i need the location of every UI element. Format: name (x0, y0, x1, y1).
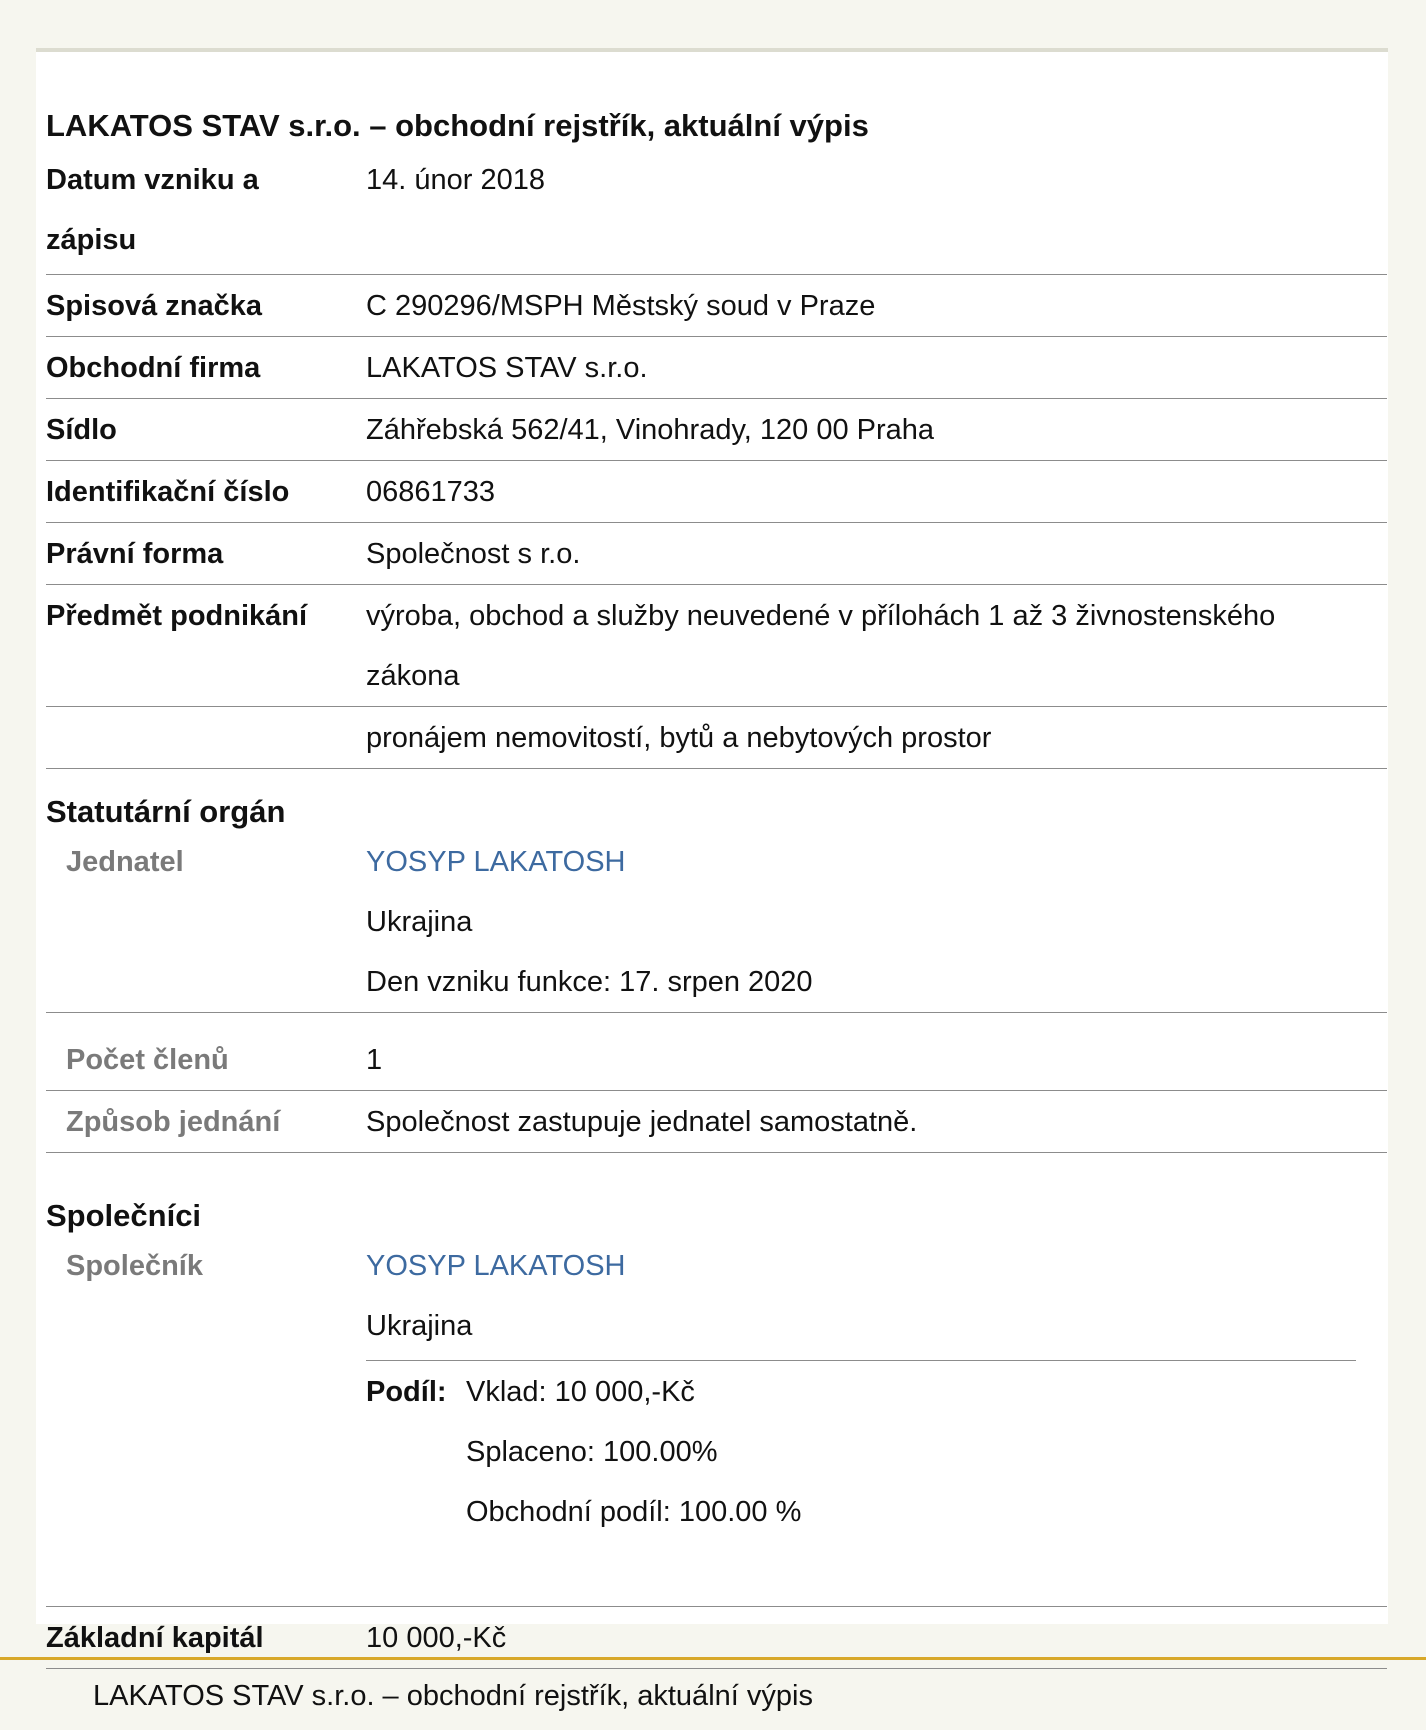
row-value: 10 000,-Kč (366, 1622, 507, 1654)
spolecnik-details (366, 1236, 1366, 1356)
row-value: výroba, obchod a služby neuvedené v přílohách 1 až 3 živnostenského zákona (366, 600, 1276, 692)
row-label: Počet členů (66, 1044, 229, 1076)
row-value: 06861733 (366, 476, 496, 508)
row-label: Základní kapitál (46, 1622, 264, 1654)
row-value: Společnost s r.o. (366, 538, 581, 570)
share-values (466, 1362, 801, 1542)
share-divider (366, 1360, 1356, 1361)
section-statutory: Statutární orgán (46, 794, 286, 829)
row-label: Spisová značka (46, 290, 262, 322)
row-label: Sídlo (46, 414, 117, 446)
row-value: 14. únor 2018 (366, 164, 545, 196)
footer-title: LAKATOS STAV s.r.o. – obchodní rejstřík, aktuální výpis (93, 1680, 813, 1712)
row-spolecnik (46, 1236, 1387, 1607)
spolecnik-label: Společník (66, 1250, 203, 1282)
row-label: Identifikační číslo (46, 476, 290, 508)
row-spisova-znacka (46, 276, 1387, 337)
row-value: C 290296/MSPH Městský soud v Praze (366, 290, 876, 322)
row-label: Datum vzniku a zápisu (46, 164, 259, 256)
row-obchodni-firma (46, 338, 1387, 399)
share-label: Podíl: (366, 1376, 447, 1408)
row-sidlo (46, 400, 1387, 461)
page-title: LAKATOS STAV s.r.o. – obchodní rejstřík, aktuální výpis (46, 108, 869, 143)
jednatel-since: Den vzniku funkce: 17. srpen 2020 (366, 966, 813, 998)
row-value: Záhřebská 562/41, Vinohrady, 120 00 Praha (366, 414, 935, 446)
footer-divider (0, 1657, 1426, 1660)
section-partners: Společníci (46, 1198, 202, 1233)
share-deposit: Vklad: 10 000,-Kč (466, 1376, 695, 1408)
row-identifikacni-cislo (46, 462, 1387, 523)
row-zpusob-jednani (46, 1092, 1387, 1153)
row-jednatel (46, 832, 1387, 1013)
row-predmet-podnikani-2 (46, 708, 1387, 769)
jednatel-details (366, 832, 1366, 1012)
share-business: Obchodní podíl: 100.00 % (466, 1496, 802, 1528)
share-paid: Splaceno: 100.00% (466, 1436, 718, 1468)
row-label: Obchodní firma (46, 352, 261, 384)
row-value: 1 (366, 1044, 383, 1076)
row-value: Společnost zastupuje jednatel samostatně. (366, 1106, 918, 1138)
row-pocet-clenu (46, 1030, 1387, 1091)
row-predmet-podnikani (46, 586, 1387, 707)
jednatel-label: Jednatel (66, 846, 184, 878)
row-label: Způsob jednání (66, 1106, 281, 1138)
row-datum-vzniku (46, 150, 1387, 275)
row-label: Právní forma (46, 538, 224, 570)
row-label: Předmět podnikání (46, 600, 308, 632)
spolecnik-country: Ukrajina (366, 1310, 473, 1342)
spolecnik-name-link[interactable]: YOSYP LAKATOSH (366, 1250, 626, 1282)
record-card (36, 48, 1388, 1654)
row-value: LAKATOS STAV s.r.o. (366, 352, 648, 384)
jednatel-country: Ukrajina (366, 906, 473, 938)
jednatel-name-link[interactable]: YOSYP LAKATOSH (366, 846, 626, 878)
row-pravni-forma (46, 524, 1387, 585)
row-value: pronájem nemovitostí, bytů a nebytových prostor (366, 722, 992, 754)
